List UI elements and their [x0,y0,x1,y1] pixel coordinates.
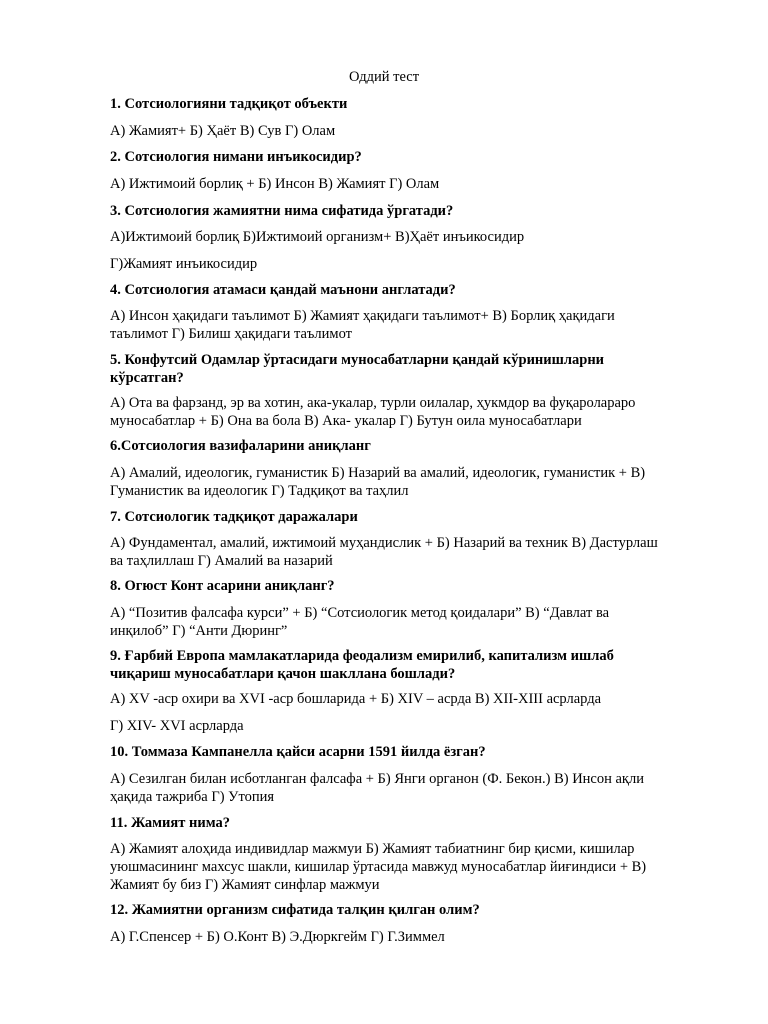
answer-line: А)Ижтимоий борлиқ Б)Ижтимоий организм+ В)Ҳаёт инъикосидир [110,229,525,245]
answer-3 [110,228,714,246]
answer-3-continued [110,255,714,273]
answer-line: А) Жамият алоҳида индивидлар мажмуи Б) Жамият табиатнинг бир қисми, кишилар [110,841,635,857]
answer-1 [110,122,714,140]
question-line: 5. Конфутсий Одамлар ўртасидаги муносабатларни қандай кўринишларни [110,352,605,368]
question-line: кўрсатган? [110,370,184,386]
answer-6 [110,464,714,500]
answer-line: А) “Позитив фалсафа курси” + Б) “Сотсиологик метод қоидалари” В) “Давлат ва [110,605,610,621]
question-8: 8. Огюст Конт асарини аниқланг? [110,578,335,594]
answer-line: таълимот Г) Билиш ҳақидаги таълимот [110,326,352,342]
question-9 [110,647,714,683]
question-5 [110,351,714,387]
answer-line: Жамият бу биз Г) Жамият синфлар мажмуи [110,877,380,893]
question-10: 10. Томмаза Кампанелла қайси асарни 1591 йилда ёзган? [110,744,486,760]
answer-line: ҳақида тажриба Г) Утопия [110,789,275,805]
question-4: 4. Сотсиология атамаси қандай маънони англатади? [110,282,456,298]
answer-11 [110,840,714,894]
answer-line: Г) XIV- XVI асрларда [110,718,244,734]
answer-line: А) Инсон ҳақидаги таълимот Б) Жамият ҳақидаги таълимот+ В) Борлиқ ҳақидаги [110,308,615,324]
answer-9-continued [110,717,714,735]
question-line: чиқариш муносабатлари қачон шакллана бошлади? [110,666,456,682]
answer-5 [110,394,714,430]
answer-line: А) Ота ва фарзанд, эр ва хотин, ака-укалар, турли оилалар, ҳукмдор ва фуқаролараро [110,395,636,411]
answer-line: ва таҳлиллаш Г) Амалий ва назарий [110,553,333,569]
answer-line: А) Г.Спенсер + Б) О.Конт В) Э.Дюркгейм Г) Г.Зиммел [110,929,445,945]
document-title: Оддий тест [348,69,420,85]
answer-line: А) Амалий, идеологик, гуманистик Б) Назарий ва амалий, идеологик, гуманистик + В) [110,465,646,481]
question-line: 9. Ғарбий Европа мамлакатларида феодализм емирилиб, капитализм ишлаб [110,648,614,664]
answer-line: А) Фундаментал, амалий, ижтимоий муҳандислик + Б) Назарий ва техник В) Дастурлаш [110,535,658,551]
question-6: 6.Сотсиология вазифаларини аниқланг [110,438,371,454]
question-11: 11. Жамият нима? [110,815,230,831]
answer-12 [110,928,714,946]
question-7: 7. Сотсиологик тадқиқот даражалари [110,509,358,525]
answer-line: муносабатлар + Б) Она ва бола В) Ака- укалар Г) Бутун оила муносабатлари [110,413,582,429]
question-3: 3. Сотсиология жамиятни нима сифатида ўргатади? [110,203,454,219]
answer-line: инқилоб” Г) “Анти Дюринг” [110,623,288,639]
answer-line: Г)Жамият инъикосидир [110,256,258,272]
answer-line: А) Жамият+ Б) Ҳаёт В) Сув Г) Олам [110,123,336,139]
question-2: 2. Сотсиология нимани инъикосидир? [110,149,362,165]
answer-line: А) Сезилган билан исботланган фалсафа + Б) Янги органон (Ф. Бекон.) В) Инсон ақли [110,771,644,787]
answer-line: А) Ижтимоий борлиқ + Б) Инсон В) Жамият Г) Олам [110,176,440,192]
answer-line: Гуманистик ва идеологик Г) Тадқиқот ва таҳлил [110,483,409,499]
answer-4 [110,307,714,343]
question-1: 1. Сотсиологияни тадқиқот объекти [110,96,348,112]
answer-8 [110,604,714,640]
answer-9 [110,690,714,708]
answer-10 [110,770,714,806]
answer-2 [110,175,714,193]
answer-line: А) XV -аср охири ва XVI -аср бошларида + Б) XIV – асрда В) XII-XIII асрларда [110,691,602,707]
question-12: 12. Жамиятни организм сифатида талқин қилган олим? [110,902,480,918]
answer-7 [110,534,714,570]
answer-line: уюшмасининг махсус шакли, кишилар ўртасида мавжуд муносабатлар йиғиндиси + В) [110,859,647,875]
